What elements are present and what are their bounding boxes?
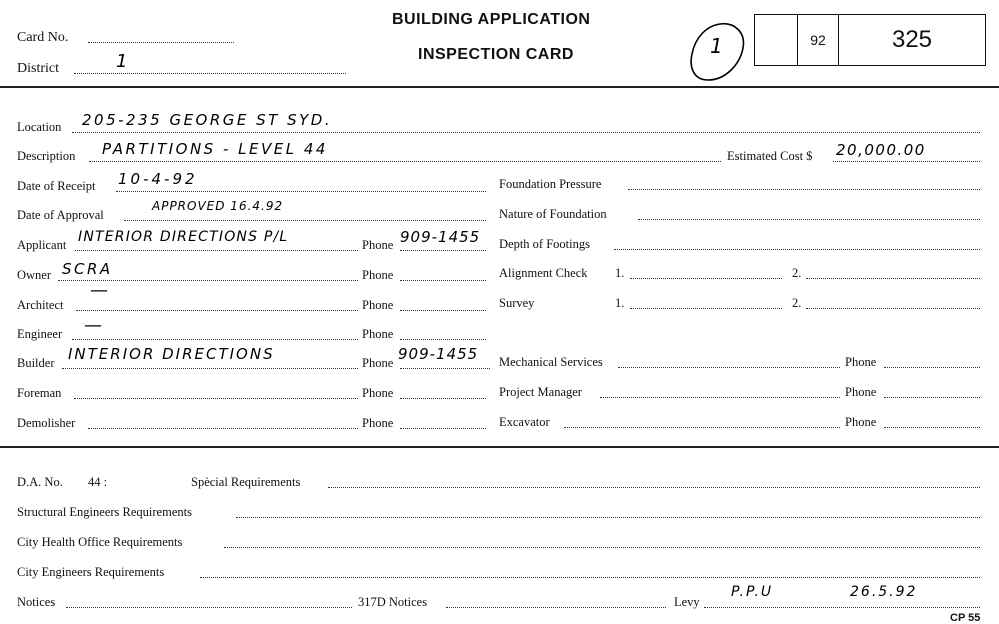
builder-value: INTERIOR DIRECTIONS — [68, 345, 275, 363]
structural-label: Structural Engineers Requirements — [17, 505, 192, 519]
district-value: 1 — [116, 51, 130, 72]
engineer-field[interactable] — [72, 339, 358, 340]
foreman-phone-field[interactable] — [400, 398, 486, 399]
levy-date: 26.5.92 — [850, 584, 918, 600]
foreman-field[interactable] — [74, 398, 358, 399]
notices-317d-label: 317D Notices — [358, 595, 428, 609]
section-divider — [0, 446, 999, 448]
engineer-label: Engineer — [17, 327, 63, 341]
survey-1-label: 1. — [615, 296, 625, 310]
depth-footings-label: Depth of Footings — [499, 237, 590, 251]
project-manager-phone-field[interactable] — [884, 397, 980, 398]
engineer-value: — — [84, 315, 105, 336]
survey-2-field[interactable] — [806, 308, 980, 309]
demolisher-phone-label: Phone — [362, 416, 394, 430]
applicant-phone-value: 909-1455 — [400, 228, 481, 246]
levy-label: Levy — [674, 595, 700, 609]
date-approval-field[interactable] — [124, 220, 486, 221]
description-value: PARTITIONS - LEVEL 44 — [102, 140, 328, 158]
applicant-value: INTERIOR DIRECTIONS P/L — [78, 229, 289, 245]
city-eng-label: City Engineers Requirements — [17, 565, 165, 579]
foundation-pressure-label: Foundation Pressure — [499, 177, 602, 191]
estimated-cost-field[interactable] — [833, 161, 980, 162]
structural-field[interactable] — [236, 517, 980, 518]
mechanical-label: Mechanical Services — [499, 355, 603, 369]
alignment-2-label: 2. — [792, 266, 802, 280]
number-box — [838, 14, 986, 66]
district-field[interactable] — [74, 73, 346, 74]
date-receipt-value: 10-4-92 — [118, 170, 198, 188]
location-label: Location — [17, 120, 62, 134]
blank-box — [754, 14, 798, 66]
nature-foundation-field[interactable] — [638, 219, 980, 220]
district-label: District — [17, 61, 59, 76]
foundation-pressure-field[interactable] — [628, 189, 980, 190]
excavator-phone-label: Phone — [845, 415, 877, 429]
excavator-phone-field[interactable] — [884, 427, 980, 428]
title-line2: INSPECTION CARD — [418, 46, 574, 63]
engineer-phone-label: Phone — [362, 327, 394, 341]
engineer-phone-field[interactable] — [400, 339, 486, 340]
architect-label: Architect — [17, 298, 64, 312]
alignment-1-field[interactable] — [630, 278, 782, 279]
levy-field[interactable] — [704, 607, 980, 608]
special-req-label: Spècial Requirements — [191, 475, 301, 489]
estimated-cost-value: 20,000.00 — [836, 141, 926, 159]
owner-label: Owner — [17, 268, 52, 282]
owner-value: SCRA — [62, 260, 113, 278]
header-divider — [0, 86, 999, 88]
builder-phone-label: Phone — [362, 356, 394, 370]
owner-phone-label: Phone — [362, 268, 394, 282]
applicant-field[interactable] — [75, 250, 358, 251]
builder-field[interactable] — [62, 368, 358, 369]
estimated-cost-label: Estimated Cost $ — [727, 149, 813, 163]
foreman-phone-label: Phone — [362, 386, 394, 400]
location-field[interactable] — [72, 132, 980, 133]
mechanical-field[interactable] — [618, 367, 840, 368]
form-code: CP 55 — [950, 612, 981, 624]
health-label: City Health Office Requirements — [17, 535, 183, 549]
mechanical-phone-field[interactable] — [884, 367, 980, 368]
da-no-label: D.A. No. — [17, 475, 63, 489]
project-manager-label: Project Manager — [499, 385, 582, 399]
card-no-label: Card No. — [17, 30, 69, 45]
demolisher-label: Demolisher — [17, 416, 76, 430]
builder-phone-field[interactable] — [400, 368, 490, 369]
nature-foundation-label: Nature of Foundation — [499, 207, 607, 221]
alignment-check-label: Alignment Check — [499, 266, 588, 280]
survey-1-field[interactable] — [630, 308, 782, 309]
foreman-label: Foreman — [17, 386, 62, 400]
architect-field[interactable] — [76, 310, 358, 311]
notices-label: Notices — [17, 595, 56, 609]
year-box-value: 92 — [810, 32, 826, 48]
demolisher-field[interactable] — [88, 428, 358, 429]
demolisher-phone-field[interactable] — [400, 428, 486, 429]
location-value: 205-235 GEORGE ST SYD. — [82, 111, 333, 129]
year-box — [797, 14, 839, 66]
owner-phone-field[interactable] — [400, 280, 486, 281]
date-receipt-label: Date of Receipt — [17, 179, 96, 193]
alignment-1-label: 1. — [615, 266, 625, 280]
survey-label: Survey — [499, 296, 535, 310]
notices-field[interactable] — [66, 607, 352, 608]
excavator-field[interactable] — [564, 427, 840, 428]
depth-footings-field[interactable] — [614, 249, 980, 250]
project-manager-field[interactable] — [600, 397, 840, 398]
applicant-phone-field[interactable] — [400, 250, 486, 251]
special-req-field[interactable] — [328, 487, 980, 488]
architect-value: — — [90, 280, 111, 301]
excavator-label: Excavator — [499, 415, 550, 429]
city-eng-field[interactable] — [200, 577, 980, 578]
card-no-field[interactable] — [88, 42, 234, 43]
title-line1: BUILDING APPLICATION — [392, 11, 591, 28]
date-approval-value: APPROVED 16.4.92 — [152, 199, 284, 213]
date-receipt-field[interactable] — [116, 191, 486, 192]
applicant-label: Applicant — [17, 238, 67, 252]
circled-mark-value: 1 — [710, 34, 726, 58]
description-field[interactable] — [89, 161, 721, 162]
da-no-value: 44 : — [88, 475, 108, 489]
levy-value: P.P.U — [731, 584, 774, 600]
alignment-2-field[interactable] — [806, 278, 980, 279]
project-manager-phone-label: Phone — [845, 385, 877, 399]
architect-phone-label: Phone — [362, 298, 394, 312]
applicant-phone-label: Phone — [362, 238, 394, 252]
health-field[interactable] — [224, 547, 980, 548]
builder-phone-value: 909-1455 — [398, 345, 479, 363]
mechanical-phone-label: Phone — [845, 355, 877, 369]
architect-phone-field[interactable] — [400, 310, 486, 311]
description-label: Description — [17, 149, 76, 163]
builder-label: Builder — [17, 356, 55, 370]
notices-317d-field[interactable] — [446, 607, 666, 608]
date-approval-label: Date of Approval — [17, 208, 104, 222]
survey-2-label: 2. — [792, 296, 802, 310]
number-box-value: 325 — [891, 26, 933, 53]
